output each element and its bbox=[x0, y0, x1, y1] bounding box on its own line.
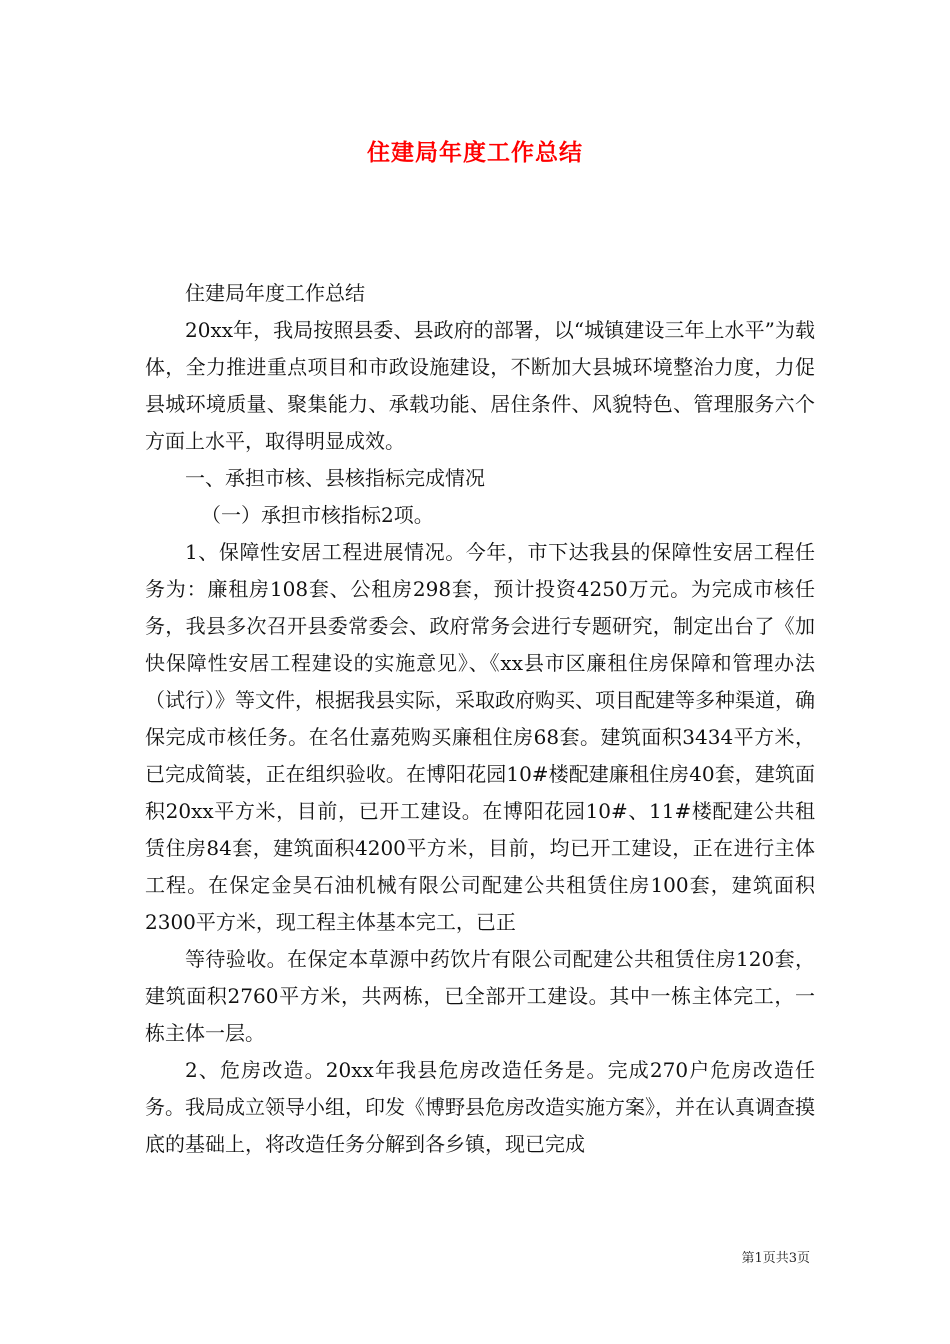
section-heading: 一、承担市核、县核指标完成情况 bbox=[185, 466, 485, 490]
subsection-heading: （一）承担市核指标2项。 bbox=[201, 503, 434, 527]
document-body bbox=[145, 275, 815, 1163]
paragraph-housing-project: 1、保障性安居工程进展情况。今年，市下达我县的保障性安居工程任务为：廉租房108套、公租房298套，预计投资4250万元。为完成市核任务，我县多次召开县委常委会、政府常务会进行专题研究，制定出台了《加快保障性安居工程建设的实施意见》、《xx县市区廉租住房保障和管理办法（试行）》等文件，根据我县实际，采取政府购买、项目配建等多种渠道，确保完成市核任务。在名仕嘉苑购买廉租住房68套。建筑面积3434平方米，已完成简装，正在组织验收。在博阳花园10#楼配建廉租住房40套，建筑面积20xx平方米，目前，已开工建设。在博阳花园10#、11#楼配建公共租赁住房84套，建筑面积4200平方米，目前，均已开工建设，正在进行主体工程。在保定金昊石油机械有限公司配建公共租赁住房100套，建筑面积2300平方米，现工程主体基本完工，已正 bbox=[145, 540, 815, 934]
paragraph-dilapidated-housing: 2、危房改造。20xx年我县危房改造任务是。完成270户危房改造任务。我局成立领导小组，印发《博野县危房改造实施方案》，并在认真调查摸底的基础上，将改造任务分解到各乡镇，现已完成 bbox=[145, 1058, 815, 1156]
paragraph-housing-continued: 等待验收。在保定本草源中药饮片有限公司配建公共租赁住房120套，建筑面积2760平方米，共两栋，已全部开工建设。其中一栋主体完工，一栋主体一层。 bbox=[145, 947, 815, 1045]
paragraph-subtitle: 住建局年度工作总结 bbox=[185, 281, 365, 305]
paragraph-intro: 20xx年，我局按照县委、县政府的部署，以“城镇建设三年上水平”为载体，全力推进重点项目和市政设施建设，不断加大县城环境整治力度，力促县城环境质量、聚集能力、承载功能、居住条件、风貌特色、管理服务六个方面上水平，取得明显成效。 bbox=[145, 318, 815, 453]
page-number: 第1页共3页 bbox=[741, 1251, 810, 1266]
document-title: 住建局年度工作总结 bbox=[367, 139, 583, 166]
